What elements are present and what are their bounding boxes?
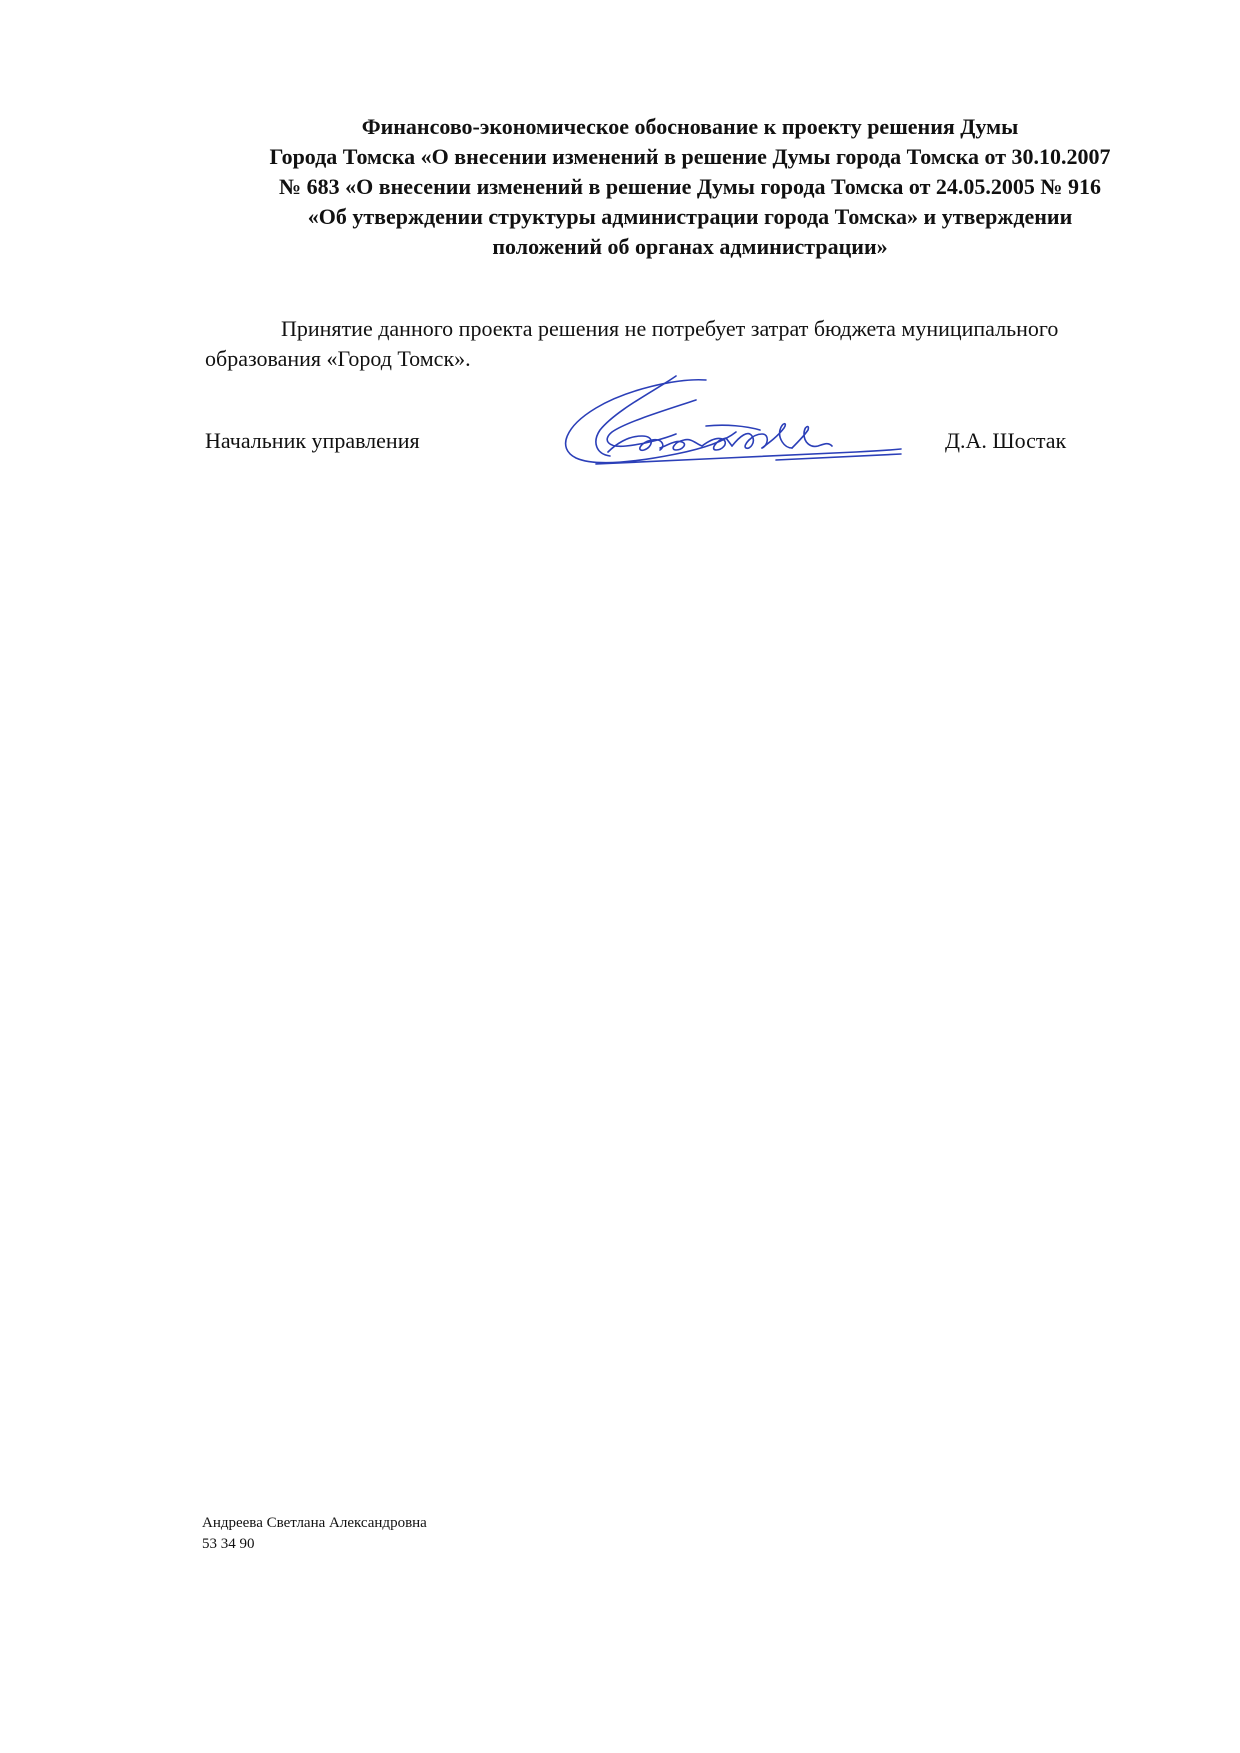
title-line-2: Города Томска «О внесении изменений в решение Думы города Томска от 30.10.2007 <box>269 144 1111 169</box>
document-title <box>190 112 1190 262</box>
title-line-4: «Об утверждении структуры администрации города Томска» и утверждении <box>307 204 1073 229</box>
executor-name: Андреева Светлана Александровна <box>202 1515 427 1531</box>
signer-position: Начальник управления <box>205 428 420 453</box>
title-line-5: положений об органах администрации» <box>492 234 888 259</box>
title-line-3: № 683 «О внесении изменений в решение Думы города Томска от 24.05.2005 № 916 <box>278 174 1102 199</box>
executor-phone: 53 34 90 <box>202 1536 255 1552</box>
signer-name: Д.А. Шостак <box>945 428 1067 453</box>
title-line-1: Финансово-экономическое обоснование к проекту решения Думы <box>361 114 1019 139</box>
executor-info <box>202 1513 427 1555</box>
handwritten-signature <box>556 370 906 480</box>
body-line-1: Принятие данного проекта решения не потребует затрат бюджета муниципального <box>281 316 1059 341</box>
body-line-2: образования «Город Томск». <box>205 346 471 371</box>
body-paragraph <box>205 314 1190 374</box>
